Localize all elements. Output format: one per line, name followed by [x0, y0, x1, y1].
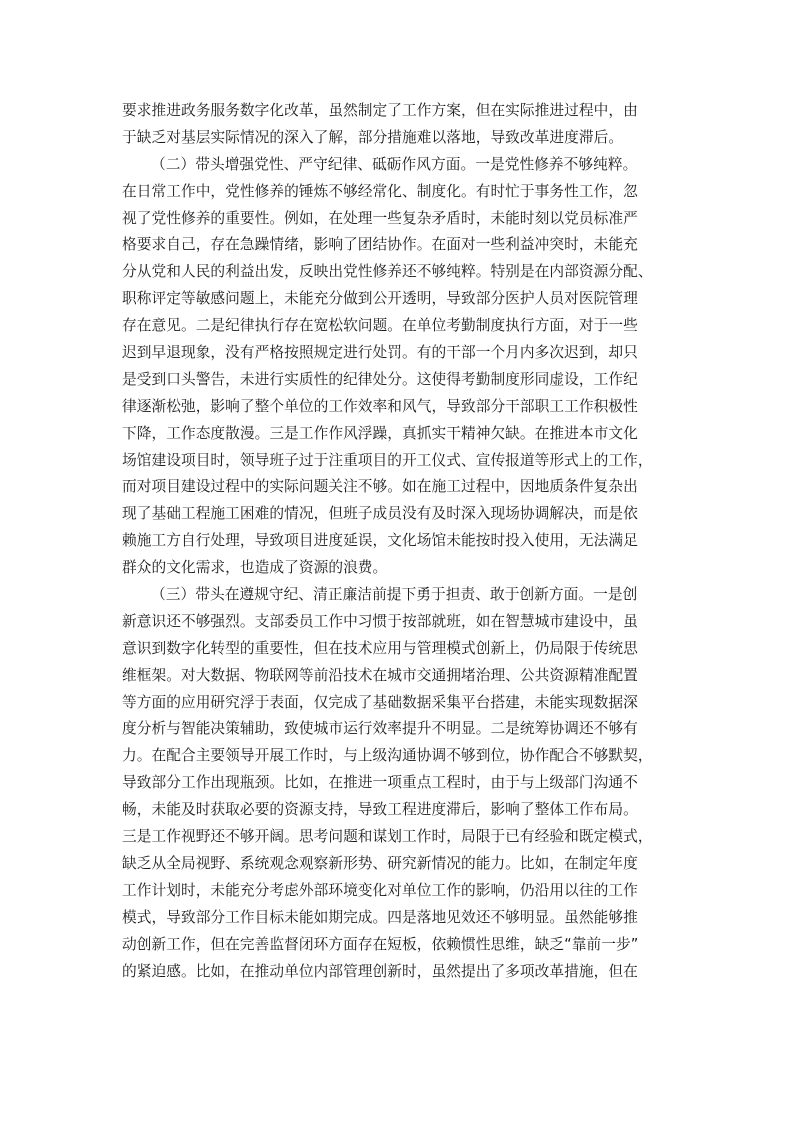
text-line: 动创新工作，但在完善监督闭环方面存在短板，依赖惯性思维，缺乏“靠前一步” [122, 935, 639, 953]
text-line: 而对项目建设过程中的实际问题关注不够。如在施工过程中，因地质条件复杂出 [122, 478, 638, 496]
text-line: 迟到早退现象，没有严格按照规定进行处罚。有的干部一个月内多次迟到，却只 [122, 344, 638, 362]
section-heading-line: （二）带头增强党性、严守纪律、砥砺作风方面。一是党性修养不够纯粹。 [151, 155, 638, 173]
text-line: 导致部分工作出现瓶颈。比如，在推进一项重点工程时，由于与上级部门沟通不 [122, 774, 638, 792]
paragraph-continuation [122, 98, 684, 152]
text-line: 三是工作视野还不够开阔。思考问题和谋划工作时，局限于已有经验和既定模式， [122, 828, 653, 846]
text-line: 于缺乏对基层实际情况的深入了解，部分措施难以落地，导致改革进度滞后。 [122, 128, 624, 146]
text-line: 分从党和人民的利益出发，反映出党性修养还不够纯粹。特别是在内部资源分配、 [122, 263, 653, 281]
text-line: 下降，工作态度散漫。三是工作作风浮躁，真抓实干精神欠缺。在推进本市文化 [122, 424, 638, 442]
text-line: 工作计划时，未能充分考虑外部环境变化对单位工作的影响，仍沿用以往的工作 [122, 881, 638, 899]
text-line: 群众的文化需求，也造成了资源的浪费。 [122, 559, 388, 577]
text-line: 律逐渐松弛，影响了整个单位的工作效率和风气，导致部分干部职工工作积极性 [122, 397, 638, 415]
paragraph-section-3 [122, 582, 684, 985]
text-line: 存在意见。二是纪律执行存在宽松软问题。在单位考勤制度执行方面，对于一些 [122, 317, 638, 335]
text-line: 在日常工作中，党性修养的锤炼不够经常化、制度化。有时忙于事务性工作，忽 [122, 182, 638, 200]
text-line: 维框架。对大数据、物联网等前沿技术在城市交通拥堵治理、公共资源精准配置 [122, 666, 638, 684]
text-line: 等方面的应用研究浮于表面，仅完成了基础数据采集平台搭建，未能实现数据深 [122, 693, 638, 711]
text-line: 格要求自己，存在急躁情绪，影响了团结协作。在面对一些利益冲突时，未能充 [122, 236, 638, 254]
text-line: 的紧迫感。比如，在推动单位内部管理创新时，虽然提出了多项改革措施，但在 [122, 962, 638, 980]
text-line: 力。在配合主要领导开展工作时，与上级沟通协调不够到位，协作配合不够默契， [122, 747, 653, 765]
text-line: 模式，导致部分工作目标未能如期完成。四是落地见效还不够明显。虽然能够推 [122, 908, 638, 926]
text-line: 视了党性修养的重要性。例如，在处理一些复杂矛盾时，未能时刻以党员标准严 [122, 209, 638, 227]
paragraph-section-2 [122, 152, 684, 582]
text-line: 职称评定等敏感问题上，未能充分做到公开透明，导致部分医护人员对医院管理 [122, 290, 638, 308]
text-line: 赖施工方自行处理，导致项目进度延误，文化场馆未能按时投入使用，无法满足 [122, 532, 638, 550]
text-line: 新意识还不够强烈。支部委员工作中习惯于按部就班，如在智慧城市建设中，虽 [122, 612, 638, 630]
text-line: 现了基础工程施工困难的情况，但班子成员没有及时深入现场协调解决，而是依 [122, 505, 638, 523]
section-heading-line: （三）带头在遵规守纪、清正廉洁前提下勇于担责、敢于创新方面。一是创 [151, 586, 638, 604]
text-line: 度分析与智能决策辅助，致使城市运行效率提升不明显。二是统筹协调还不够有 [122, 720, 638, 738]
text-line: 场馆建设项目时，领导班子过于注重项目的开工仪式、宣传报道等形式上的工作， [122, 451, 653, 469]
text-line: 意识到数字化转型的重要性，但在技术应用与管理模式创新上，仍局限于传统思 [122, 639, 638, 657]
text-line: 畅，未能及时获取必要的资源支持，导致工程进度滞后，影响了整体工作布局。 [122, 801, 638, 819]
document-body [122, 98, 684, 985]
text-line: 是受到口头警告，未进行实质性的纪律处分。这使得考勤制度形同虚设，工作纪 [122, 370, 638, 388]
text-line: 缺乏从全局视野、系统观念观察新形势、研究新情况的能力。比如，在制定年度 [122, 854, 638, 872]
text-line: 要求推进政务服务数字化改革，虽然制定了工作方案，但在实际推进过程中，由 [122, 102, 638, 119]
